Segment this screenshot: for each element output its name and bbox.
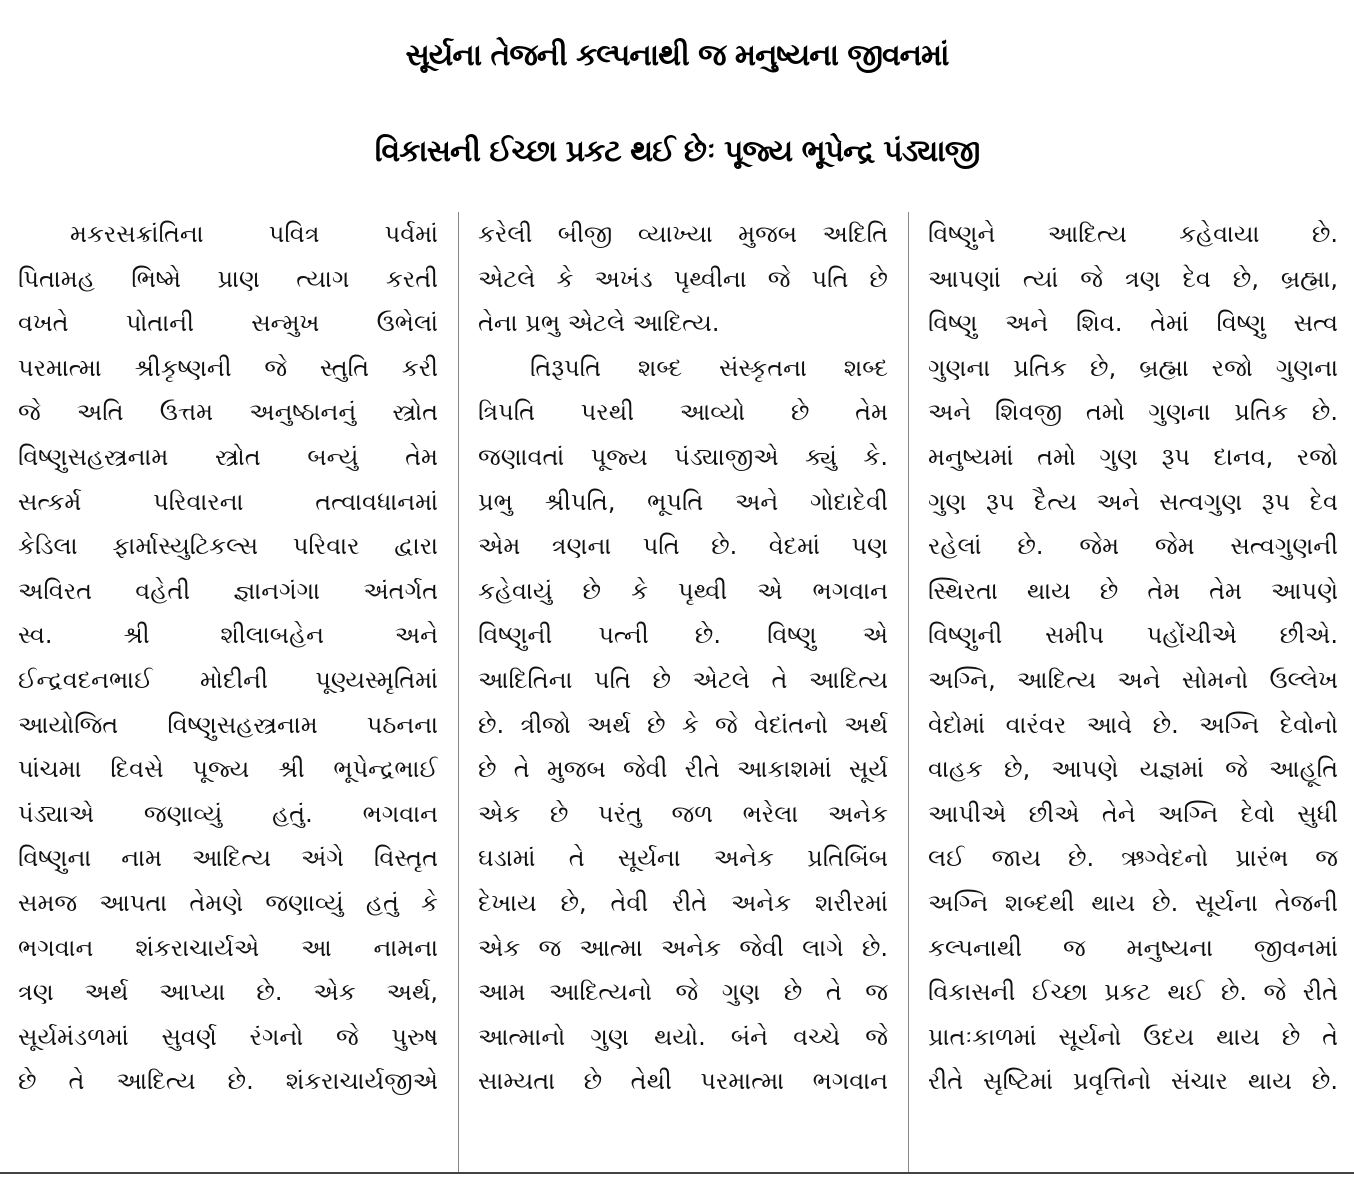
text-line: વાહક છે, આપણે યજ્ઞમાં જે આહૂતિ xyxy=(928,755,1338,784)
text-line: ગુણના પ્રતિક છે, બ્રહ્મા રજો ગુણના xyxy=(928,353,1338,382)
text-column-1 xyxy=(18,212,438,1172)
text-line: જણાવતાં પૂજ્ય પંડ્યાજીએ ક્યું કે. xyxy=(478,442,888,471)
text-line: વિષ્ણુની પત્ની છે. વિષ્ણુ એ xyxy=(478,621,888,650)
text-line: વિષ્ણુની સમીપ પહોંચીએ છીએ. xyxy=(928,621,1338,650)
text-line: ઘડામાં તે સૂર્યના અનેક પ્રતિબિંબ xyxy=(478,844,888,873)
text-line: વિષ્ણુ અને શિવ. તેમાં વિષ્ણુ સત્વ xyxy=(928,309,1338,338)
text-line: ઈન્દ્રવદનભાઈ મોદીની પૂણ્યસ્મૃતિમાં xyxy=(18,665,438,694)
text-line: અગ્નિ, આદિત્ય અને સોમનો ઉલ્લેખ xyxy=(928,665,1338,694)
text-line: પ્રાતઃકાળમાં સૂર્યનો ઉદય થાય છે તે xyxy=(928,1022,1338,1051)
text-line: વિકાસની ઈચ્છા પ્રકટ થઈ છે. જે રીતે xyxy=(928,978,1338,1007)
text-line: રીતે સૃષ્ટિમાં પ્રવૃત્તિનો સંચાર થાય છે. xyxy=(928,1067,1338,1096)
text-line: જે અતિ ઉત્તમ અનુષ્ઠાનનું સ્ત્રોત xyxy=(18,398,438,427)
text-line: અને શિવજી તમો ગુણના પ્રતિક છે. xyxy=(928,398,1338,427)
text-line: દેખાય છે, તેવી રીતે અનેક શરીરમાં xyxy=(478,888,888,917)
text-line: આમ આદિત્યનો જે ગુણ છે તે જ xyxy=(478,978,888,1007)
text-line: મનુષ્યમાં તમો ગુણ રૂપ દાનવ, રજો xyxy=(928,442,1338,471)
text-line: વખતે પોતાની સન્મુખ ઉભેલાં xyxy=(18,309,438,338)
text-line: સ્વ. શ્રી શીલાબહેન અને xyxy=(18,621,438,650)
text-line: ગુણ રૂપ દૈત્ય અને સત્વગુણ રૂપ દેવ xyxy=(928,487,1338,516)
headline-line-1: સૂર્યના તેજની કલ્પનાથી જ મનુષ્યના જીવનમાં xyxy=(405,38,949,73)
text-line: સ્થિરતા થાય છે તેમ તેમ આપણે xyxy=(928,576,1338,605)
text-line: પ્રભુ શ્રીપતિ, ભૂપતિ અને ગોદાદેવી xyxy=(478,487,888,516)
text-line: આદિતિના પતિ છે એટલે તે આદિત્ય xyxy=(478,665,888,694)
text-line: સત્કર્મ પરિવારના તત્વાવધાનમાં xyxy=(18,487,438,516)
text-line: પંડ્યાએ જણાવ્યું હતું. ભગવાન xyxy=(18,799,438,828)
text-line: તેના પ્રભુ એટલે આદિત્ય. xyxy=(478,309,720,338)
article-headline xyxy=(0,8,1354,200)
text-line: ત્રણ અર્થ આપ્યા છે. એક અર્થ, xyxy=(18,978,438,1007)
article-body xyxy=(0,212,1354,1172)
text-line: વિષ્ણુને આદિત્ય કહેવાયા છે. xyxy=(928,220,1338,248)
text-column-3 xyxy=(928,212,1338,1172)
text-line: કેડિલા ફાર્માસ્યુટિકલ્સ પરિવાર દ્વારા xyxy=(18,532,438,561)
text-line: સમજ આપતા તેમણે જણાવ્યું હતું કે xyxy=(18,888,438,917)
headline-line-2: વિકાસની ઈચ્છા પ્રકટ થઈ છેઃ પૂજ્ય ભૂપેન્દ્ર પંડ્યાજી xyxy=(374,134,980,169)
text-line: ભગવાન શંકરાચાર્યએ આ નામના xyxy=(18,933,438,962)
text-line: રહેલાં છે. જેમ જેમ સત્વગુણની xyxy=(928,532,1338,561)
text-line: અગ્નિ શબ્દથી થાય છે. સૂર્યના તેજની xyxy=(928,888,1338,917)
text-line: વિષ્ણુના નામ આદિત્ય અંગે વિસ્તૃત xyxy=(18,844,438,873)
text-line: આપણાં ત્યાં જે ત્રણ દેવ છે, બ્રહ્મા, xyxy=(928,264,1338,293)
text-line: આપીએ છીએ તેને અગ્નિ દેવો સુધી xyxy=(928,799,1338,828)
column-divider xyxy=(458,212,459,1172)
text-line: પાંચમા દિવસે પૂજ્ય શ્રી ભૂપેન્દ્રભાઈ xyxy=(18,755,438,784)
text-column-2 xyxy=(478,212,888,1172)
text-line: કહેવાયું છે કે પૃથ્વી એ ભગવાન xyxy=(478,576,888,605)
text-line: છે. ત્રીજો અર્થ છે કે જે વેદાંતનો અર્થ xyxy=(478,710,888,739)
text-line: એટલે કે અખંડ પૃથ્વીના જે પતિ છે xyxy=(478,264,888,293)
text-line: છે તે મુજબ જેવી રીતે આકાશમાં સૂર્ય xyxy=(478,755,888,784)
text-line: વિષ્ણુસહસ્ત્રનામ સ્ત્રોત બન્યું તેમ xyxy=(18,442,438,471)
text-line: પિતામહ ભિષ્મે પ્રાણ ત્યાગ કરતી xyxy=(18,264,438,293)
bottom-divider xyxy=(0,1172,1354,1174)
text-line: સામ્યતા છે તેથી પરમાત્મા ભગવાન xyxy=(478,1067,888,1096)
text-line: વેદોમાં વારંવર આવે છે. અગ્નિ દેવોનો xyxy=(928,710,1338,739)
text-line: છે તે આદિત્ય છે. શંકરાચાર્યજીએ xyxy=(18,1067,438,1096)
text-line: સૂર્યમંડળમાં સુવર્ણ રંગનો જે પુરુષ xyxy=(18,1022,438,1051)
text-line: આયોજિત વિષ્ણુસહસ્ત્રનામ પઠનના xyxy=(18,710,438,739)
text-line: એક જ આત્મા અનેક જેવી લાગે છે. xyxy=(478,933,888,962)
text-line: એમ ત્રણના પતિ છે. વેદમાં પણ xyxy=(478,532,888,561)
text-line: ત્રિપતિ પરથી આવ્યો છે તેમ xyxy=(478,398,888,427)
text-line: આત્માનો ગુણ થયો. બંને વચ્ચે જે xyxy=(478,1022,888,1051)
text-line: કરેલી બીજી વ્યાખ્યા મુજબ અદિતિ xyxy=(478,220,888,248)
column-divider xyxy=(908,212,909,1172)
text-line: અવિરત વહેતી જ્ઞાનગંગા અંતર્ગત xyxy=(18,576,438,605)
text-line: તિરૂપતિ શબ્દ સંસ્કૃતના શબ્દ xyxy=(530,353,888,382)
text-line: લઈ જાય છે. ઋગ્વેદનો પ્રારંભ જ xyxy=(928,844,1338,873)
text-line: મકરસક્રાંતિના પવિત્ર પર્વમાં xyxy=(70,220,438,248)
text-line: પરમાત્મા શ્રીકૃષ્ણની જે સ્તુતિ કરી xyxy=(18,353,438,382)
text-line: એક છે પરંતુ જળ ભરેલા અનેક xyxy=(478,799,888,828)
text-line: કલ્પનાથી જ મનુષ્યના જીવનમાં xyxy=(928,933,1338,962)
